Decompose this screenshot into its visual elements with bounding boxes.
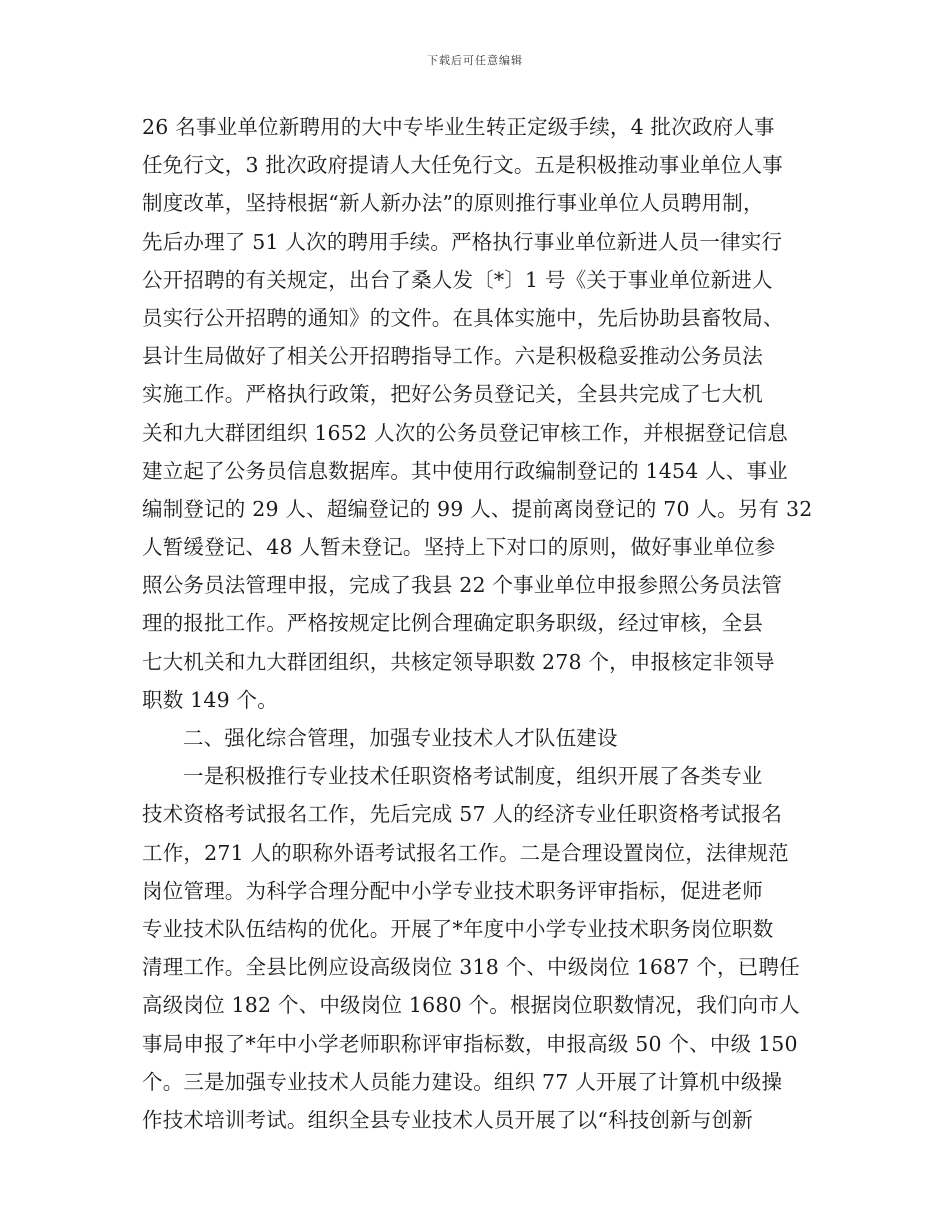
- text-line: 先后办理了 51 人次的聘用手续。严格执行事业单位新进人员一律实行: [142, 229, 783, 254]
- text-line: 技术资格考试报名工作，先后完成 57 人的经济专业任职资格考试报名: [142, 802, 783, 827]
- text-line: 县计生局做好了相关公开招聘指导工作。六是积极稳妥推动公务员法: [142, 344, 763, 369]
- text-line: 一是积极推行专业技术任职资格考试制度，组织开展了各类专业: [183, 764, 763, 789]
- document-body: [142, 108, 813, 1139]
- text-line: 作技术培训考试。组织全县专业技术人员开展了以“科技创新与创新: [142, 1107, 753, 1132]
- section-heading: [142, 719, 807, 757]
- text-line: 二、强化综合管理，加强专业技术人才队伍建设: [183, 726, 618, 750]
- text-line: 建立起了公务员信息数据库。其中使用行政编制登记的 1454 人、事业: [142, 458, 789, 483]
- text-line: 人暂缓登记、48 人暂未登记。坚持上下对口的原则，做好事业单位参: [142, 535, 776, 560]
- text-line: 清理工作。全县比例应设高级岗位 318 个、中级岗位 1687 个，已聘任: [142, 955, 800, 980]
- text-line: 照公务员法管理申报，完成了我县 22 个事业单位申报参照公务员法管: [142, 573, 783, 598]
- text-line: 工作，271 人的职称外语考试报名工作。二是合理设置岗位，法律规范: [142, 840, 789, 865]
- text-line: 公开招聘的有关规定，出台了桑人发〔*〕1 号《关于事业单位新进人: [142, 267, 773, 292]
- text-line: 员实行公开招聘的通知》的文件。在具体实施中，先后协助县畜牧局、: [142, 305, 784, 330]
- page-header: 下载后可任意编辑: [427, 54, 523, 67]
- text-line: 个。三是加强专业技术人员能力建设。组织 77 人开展了计算机中级操: [142, 1069, 783, 1094]
- text-line: 制度改革，坚持根据“新人新办法”的原则推行事业单位人员聘用制，: [142, 191, 764, 216]
- text-line: 职数 149 个。: [142, 687, 278, 712]
- text-line: 七大机关和九大群团组织，共核定领导职数 278 个，申报核定非领导: [142, 649, 775, 674]
- text-line: 高级岗位 182 个、中级岗位 1680 个。根据岗位职数情况，我们向市人: [142, 993, 800, 1018]
- text-line: 专业技术队伍结构的优化。开展了*年度中小学专业技术职务岗位职数: [142, 916, 774, 941]
- paragraph: [142, 108, 813, 719]
- text-line: 26 名事业单位新聘用的大中专毕业生转正定级手续，4 批次政府人事: [142, 115, 775, 139]
- text-line: 编制登记的 29 人、超编登记的 99 人、提前离岗登记的 70 人。另有 32: [142, 496, 813, 521]
- text-line: 理的报批工作。严格按规定比例合理确定职务职级，经过审核，全县: [142, 611, 763, 636]
- text-line: 关和九大群团组织 1652 人次的公务员登记审核工作，并根据登记信息: [142, 420, 789, 445]
- paragraph: [142, 757, 807, 1139]
- text-line: 任免行文，3 批次政府提请人大任免行文。五是积极推动事业单位人事: [142, 153, 783, 178]
- text-line: 岗位管理。为科学合理分配中小学专业技术职务评审指标，促进老师: [142, 878, 763, 903]
- text-line: 事局申报了*年中小学老师职称评审指标数，申报高级 50 个、中级 150: [142, 1031, 798, 1056]
- text-line: 实施工作。严格执行政策，把好公务员登记关，全县共完成了七大机: [142, 382, 763, 407]
